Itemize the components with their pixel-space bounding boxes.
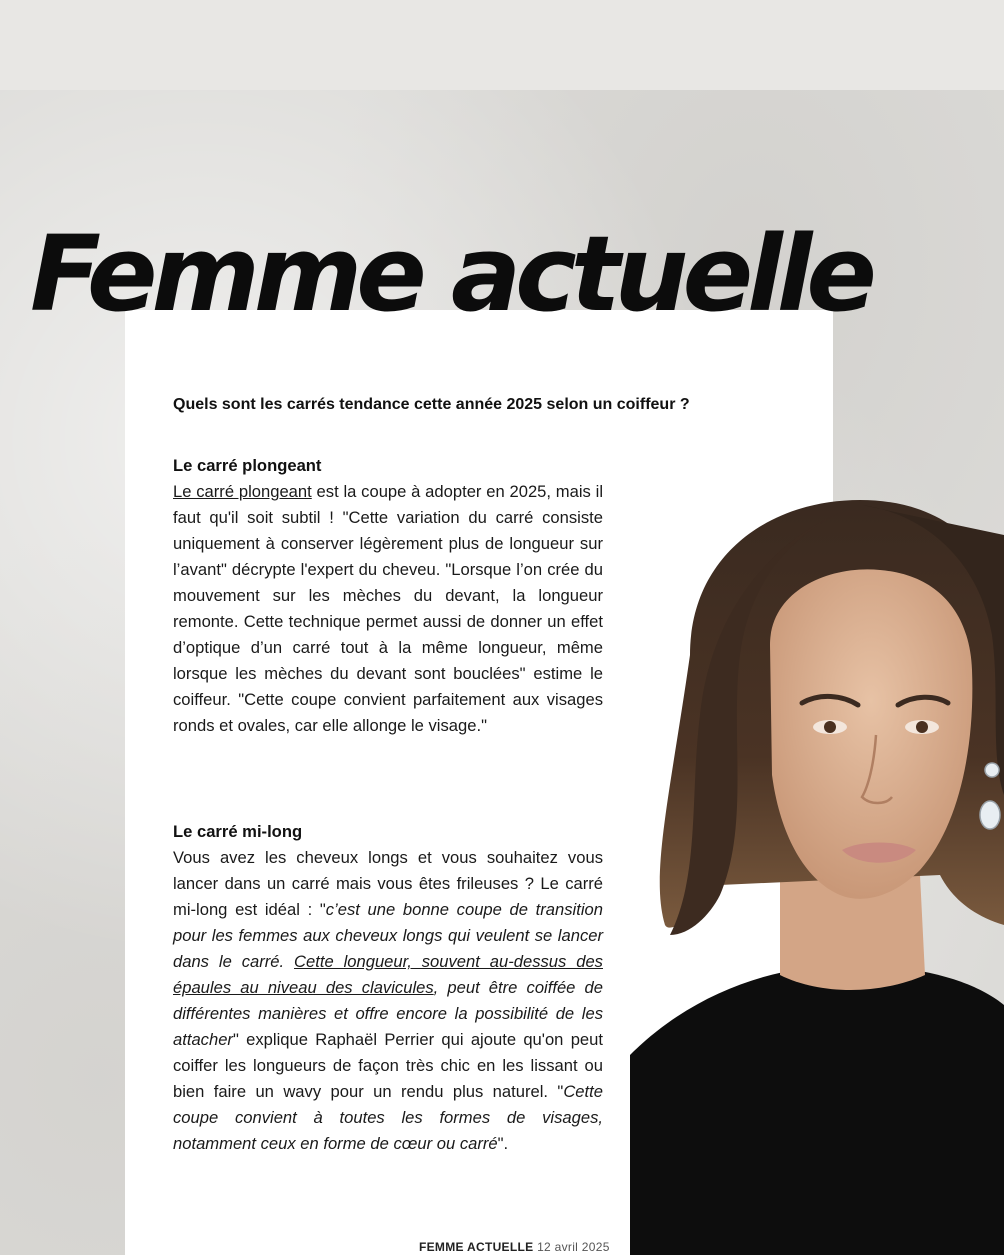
article-headline: Quels sont les carrés tendance cette année 2025 selon un coiffeur ? <box>173 396 690 413</box>
quote-text: , peut être coiffée de différentes manières et offre encore la possibilité de les attacher <box>173 978 603 1049</box>
footer-brand: FEMME ACTUELLE <box>419 1240 534 1254</box>
section-heading: Le carré plongeant <box>173 456 322 475</box>
carre-plongeant-link[interactable]: Le carré plongeant <box>173 482 312 501</box>
quote-text: c’est une bonne coupe de transition pour les femmes aux cheveux longs qui veulent se lancer dans le carré. <box>173 900 604 971</box>
magazine-title: Femme actuelle <box>30 213 871 335</box>
quote-text: Cette coupe convient à toutes les formes de visages, notamment ceux en forme de cœur ou carré <box>173 1082 603 1153</box>
intro-text: Vous avez les cheveux longs et vous souhaitez vous lancer dans un carré mais vous êtes frileuses ? Le carré mi-long est idéal : " <box>173 848 603 919</box>
longueur-link[interactable]: Cette longueur, souvent au-dessus des épaules au niveau des clavicules <box>173 952 603 997</box>
mid-text: " explique Raphaël Perrier qui ajoute qu'on peut coiffer les longueurs de façon très chic en les lissant ou bien faire un wavy pour un rendu plus naturel. " <box>173 1030 603 1101</box>
section-heading: Le carré mi-long <box>173 822 303 841</box>
top-band <box>0 0 1004 90</box>
portrait-photo <box>630 495 1004 1255</box>
black-top <box>630 965 1004 1255</box>
section-body <box>173 479 603 739</box>
section-carre-plongeant <box>173 453 603 739</box>
outro-text: ". <box>497 1134 509 1153</box>
section-body <box>173 845 603 1157</box>
footer-credit <box>419 1240 610 1254</box>
footer-date: 12 avril 2025 <box>537 1240 610 1254</box>
section-text: est la coupe à adopter en 2025, mais il faut qu'il soit subtil ! "Cette variation du carré consiste uniquement à conserver légèrement plus de longueur sur l’avant" décrypte l'expert du cheveu. "Lorsque l’on crée du mouvement sur les mèches du devant, la longueur remonte. Cette technique permet aussi de donner un effet d’optique d’un carré tout à la même longueur, même lorsque les mèches du devant sont bouclées" estime le coiffeur. "Cette coupe convient parfaitement aux visages ronds et ovales, car elle allonge le visage." <box>173 482 604 735</box>
section-carre-mi-long <box>173 819 603 1157</box>
